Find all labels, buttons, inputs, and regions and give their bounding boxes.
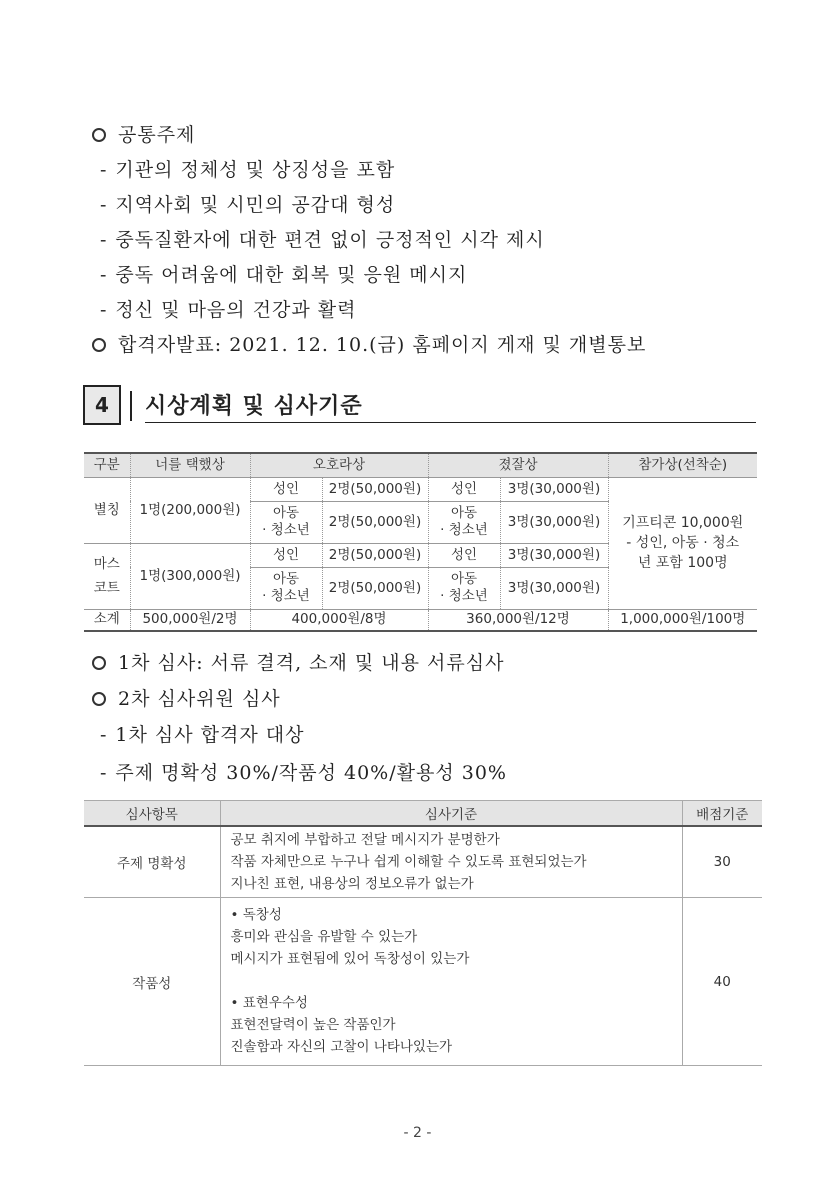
theme-item: - 중독 어려움에 대한 회복 및 응원 메시지 <box>100 264 468 286</box>
footer-award-4: 1,000,000원/100명 <box>608 609 757 631</box>
row-label-nickname: 별칭 <box>84 477 130 543</box>
judge-table <box>84 800 762 1066</box>
judge-score: 40 <box>682 898 762 1066</box>
cell-value: 2명(50,000원) <box>322 501 428 543</box>
section-title: 시상계획 및 심사기준 <box>145 394 363 419</box>
circle-bullet-icon <box>92 656 106 670</box>
theme-item: - 지역사회 및 시민의 공감대 형성 <box>100 194 396 216</box>
cell-value: 3명(30,000원) <box>500 567 608 609</box>
judge-item: 작품성 <box>84 898 220 1066</box>
theme-item: - 정신 및 마음의 건강과 활력 <box>100 299 357 321</box>
table-row <box>84 898 762 1066</box>
award-1-mascot: 1명(300,000원) <box>130 543 250 609</box>
section-number: 4 <box>83 385 121 425</box>
award-1-nickname: 1명(200,000원) <box>130 477 250 543</box>
participation-prize: 기프티콘 10,000원 - 성인, 아동 · 청소 년 포함 100명 <box>608 477 757 609</box>
header-award-1: 너를 택했상 <box>130 453 250 477</box>
cell-adult: 성인 <box>250 543 322 567</box>
review-sub-item: - 주제 명확성 30%/작품성 40%/활용성 30% <box>100 762 507 784</box>
cell-value: 3명(30,000원) <box>500 477 608 501</box>
judge-score: 30 <box>682 826 762 898</box>
review-first-line: 1차 심사: 서류 결격, 소재 및 내용 서류심사 <box>92 648 504 675</box>
cell-adult: 성인 <box>250 477 322 501</box>
header-award-4: 참가상(선착순) <box>608 453 757 477</box>
judge-criteria: • 독창성 흥미와 관심을 유발할 수 있는가 메시지가 표현됨에 있어 독창성이 있는가 • 표현우수성 표현전달력이 높은 작품인가 진솔함과 자신의 고찰이 나타나있는가 <box>220 898 682 1066</box>
footer-award-3: 360,000원/12명 <box>428 609 608 631</box>
judge-header-row <box>84 801 762 827</box>
circle-bullet-icon <box>92 128 106 142</box>
table-row <box>84 826 762 898</box>
theme-heading-line <box>92 120 195 147</box>
review-sub-item: - 1차 심사 합격자 대상 <box>100 724 305 746</box>
header-category: 구분 <box>84 453 130 477</box>
prize-table <box>84 452 757 632</box>
table-row <box>84 477 757 501</box>
cell-youth: 아동 · 청소년 <box>250 567 322 609</box>
footer-award-2: 400,000원/8명 <box>250 609 428 631</box>
announce-line <box>92 330 646 357</box>
footer-award-1: 500,000원/2명 <box>130 609 250 631</box>
cell-value: 2명(50,000원) <box>322 543 428 567</box>
page-number: - 2 - <box>403 1125 432 1141</box>
section-underline <box>145 422 756 423</box>
header-item: 심사항목 <box>84 801 220 827</box>
theme-item: - 기관의 정체성 및 상징성을 포함 <box>100 159 396 181</box>
circle-bullet-icon <box>92 692 106 706</box>
header-score: 배점기준 <box>682 801 762 827</box>
header-criteria: 심사기준 <box>220 801 682 827</box>
cell-value: 3명(30,000원) <box>500 543 608 567</box>
cell-youth: 아동 · 청소년 <box>428 567 500 609</box>
cell-value: 2명(50,000원) <box>322 567 428 609</box>
cell-youth: 아동 · 청소년 <box>428 501 500 543</box>
row-label-mascot: 마스 코트 <box>84 543 130 609</box>
theme-heading: 공통주제 <box>118 124 196 146</box>
section-header <box>83 385 756 425</box>
circle-bullet-icon <box>92 338 106 352</box>
header-award-2: 오호라상 <box>250 453 428 477</box>
judge-criteria: 공모 취지에 부합하고 전달 메시지가 분명한가 작품 자체만으로 누구나 쉽게 이해할 수 있도록 표현되었는가 지나친 표현, 내용상의 정보오류가 없는가 <box>220 826 682 898</box>
cell-youth: 아동 · 청소년 <box>250 501 322 543</box>
judge-item: 주제 명확성 <box>84 826 220 898</box>
review-second-line: 2차 심사위원 심사 <box>92 684 281 711</box>
theme-item: - 중독질환자에 대한 편견 없이 긍정적인 시각 제시 <box>100 229 545 251</box>
cell-adult: 성인 <box>428 543 500 567</box>
cell-value: 3명(30,000원) <box>500 501 608 543</box>
header-award-3: 졌잘상 <box>428 453 608 477</box>
cell-adult: 성인 <box>428 477 500 501</box>
footer-label: 소계 <box>84 609 130 631</box>
section-divider <box>130 391 132 421</box>
prize-header-row <box>84 453 757 477</box>
announce-text: 합격자발표: 2021. 12. 10.(금) 홈페이지 게재 및 개별통보 <box>118 334 647 356</box>
cell-value: 2명(50,000원) <box>322 477 428 501</box>
prize-footer-row <box>84 609 757 631</box>
